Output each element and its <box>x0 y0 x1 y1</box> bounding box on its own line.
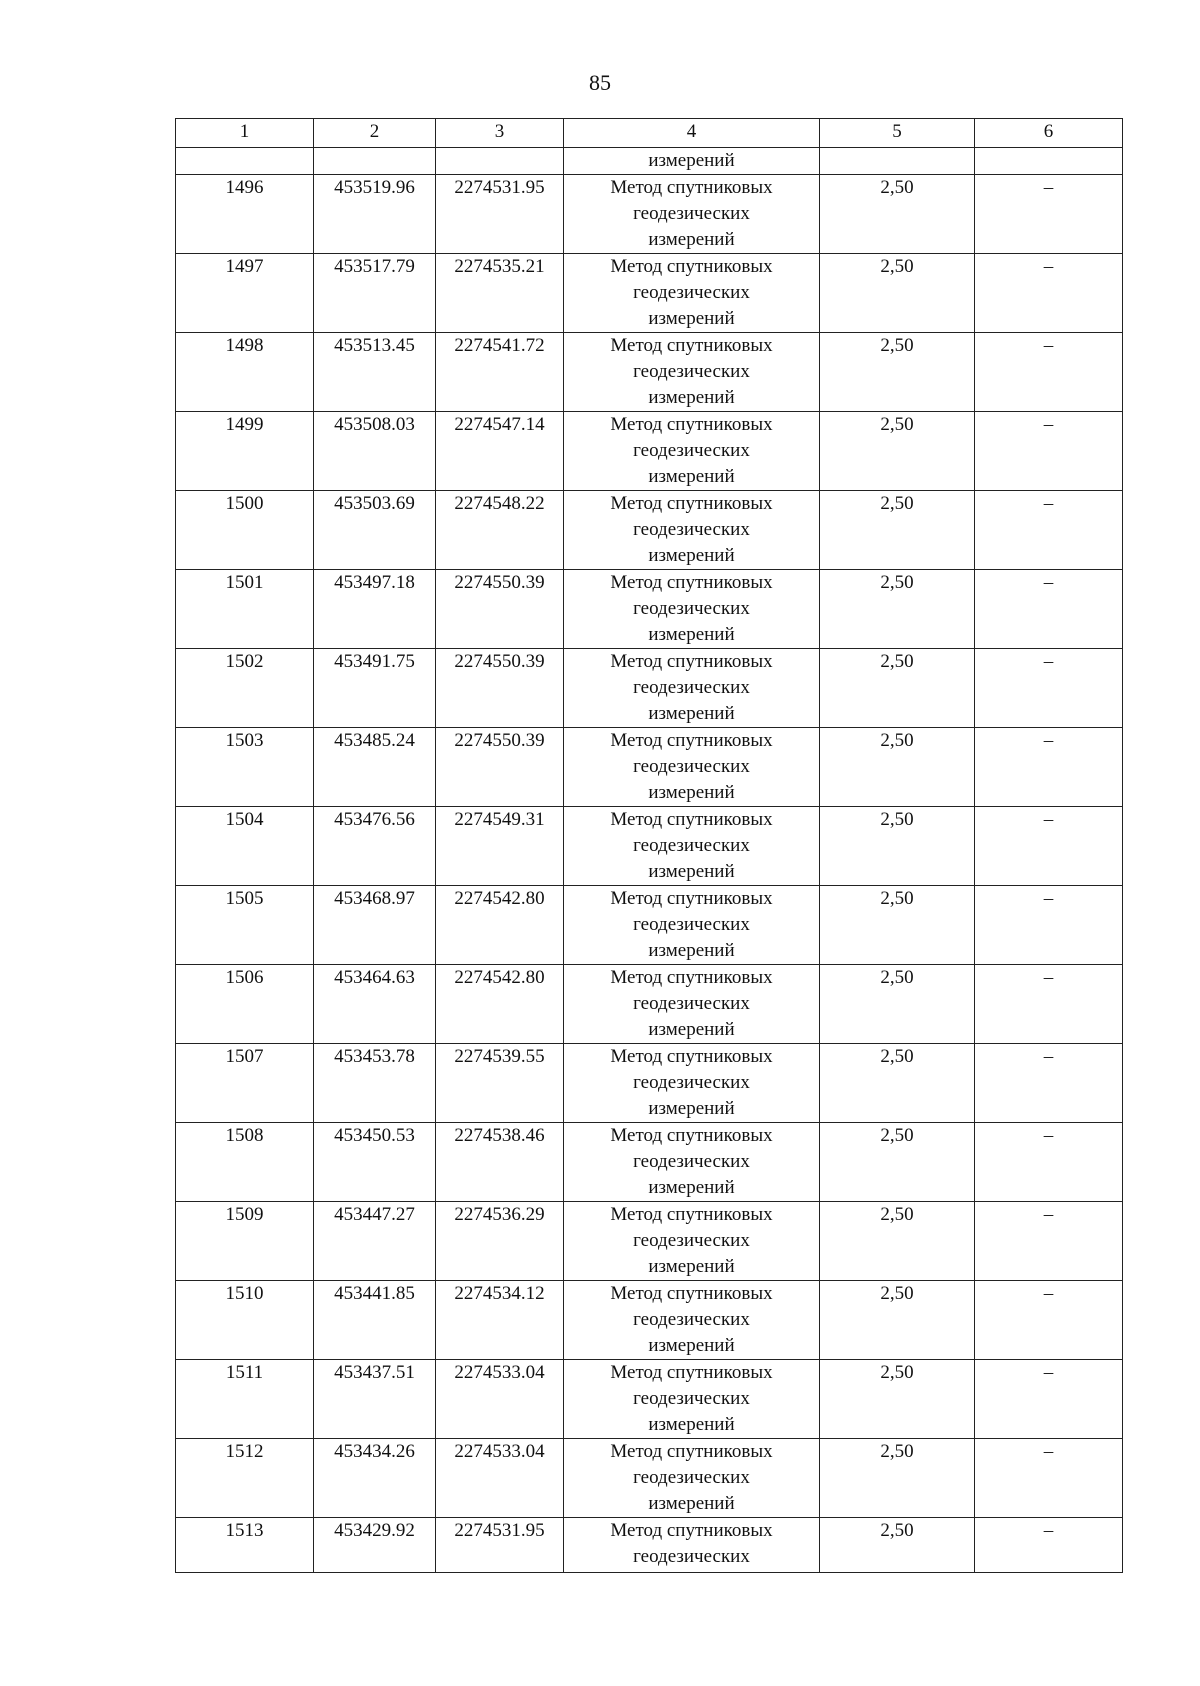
method-cell: Метод спутниковых геодезических <box>564 1518 820 1573</box>
y-coordinate-cell: 2274538.46 <box>436 1123 564 1202</box>
table-row <box>176 333 1123 412</box>
x-coordinate-cell: 453491.75 <box>314 649 436 728</box>
point-number-cell: 1512 <box>176 1439 314 1518</box>
y-coordinate-cell: 2274533.04 <box>436 1360 564 1439</box>
accuracy-cell: 2,50 <box>820 1202 975 1281</box>
accuracy-cell: 2,50 <box>820 1439 975 1518</box>
note-cell <box>975 148 1123 175</box>
x-coordinate-cell: 453513.45 <box>314 333 436 412</box>
note-cell: – <box>975 886 1123 965</box>
column-header: 6 <box>975 119 1123 148</box>
point-number-cell: 1498 <box>176 333 314 412</box>
method-cell: Метод спутниковых геодезических измерений <box>564 1360 820 1439</box>
note-cell: – <box>975 570 1123 649</box>
point-number-cell: 1502 <box>176 649 314 728</box>
y-coordinate-cell: 2274535.21 <box>436 254 564 333</box>
accuracy-cell: 2,50 <box>820 1281 975 1360</box>
column-header: 1 <box>176 119 314 148</box>
accuracy-cell: 2,50 <box>820 807 975 886</box>
accuracy-cell: 2,50 <box>820 649 975 728</box>
y-coordinate-cell: 2274550.39 <box>436 649 564 728</box>
note-cell: – <box>975 1281 1123 1360</box>
accuracy-cell: 2,50 <box>820 1360 975 1439</box>
x-coordinate-cell: 453434.26 <box>314 1439 436 1518</box>
table-body <box>176 119 1123 1573</box>
method-cell: Метод спутниковых геодезических измерений <box>564 807 820 886</box>
note-cell: – <box>975 1360 1123 1439</box>
method-cell: Метод спутниковых геодезических измерений <box>564 1281 820 1360</box>
note-cell: – <box>975 491 1123 570</box>
y-coordinate-cell: 2274533.04 <box>436 1439 564 1518</box>
column-header: 5 <box>820 119 975 148</box>
y-coordinate-cell: 2274550.39 <box>436 570 564 649</box>
x-coordinate-cell: 453468.97 <box>314 886 436 965</box>
note-cell: – <box>975 175 1123 254</box>
x-coordinate-cell: 453519.96 <box>314 175 436 254</box>
accuracy-cell: 2,50 <box>820 1518 975 1573</box>
accuracy-cell: 2,50 <box>820 728 975 807</box>
table-row <box>176 1518 1123 1573</box>
x-coordinate-cell: 453441.85 <box>314 1281 436 1360</box>
note-cell: – <box>975 412 1123 491</box>
page-number: 85 <box>589 70 611 95</box>
table-row <box>176 1281 1123 1360</box>
column-header: 3 <box>436 119 564 148</box>
note-cell: – <box>975 1044 1123 1123</box>
note-cell: – <box>975 1518 1123 1573</box>
method-cell: Метод спутниковых геодезических измерений <box>564 333 820 412</box>
y-coordinate-cell: 2274539.55 <box>436 1044 564 1123</box>
note-cell: – <box>975 965 1123 1044</box>
accuracy-cell: 2,50 <box>820 965 975 1044</box>
accuracy-cell: 2,50 <box>820 412 975 491</box>
point-number-cell: 1506 <box>176 965 314 1044</box>
accuracy-cell: 2,50 <box>820 886 975 965</box>
x-coordinate-cell: 453497.18 <box>314 570 436 649</box>
header-row <box>176 119 1123 148</box>
table-row <box>176 965 1123 1044</box>
table-row <box>176 491 1123 570</box>
accuracy-cell: 2,50 <box>820 570 975 649</box>
method-cell: Метод спутниковых геодезических измерений <box>564 412 820 491</box>
table-row <box>176 1360 1123 1439</box>
method-cell: измерений <box>564 148 820 175</box>
point-number-cell: 1503 <box>176 728 314 807</box>
note-cell: – <box>975 254 1123 333</box>
y-coordinate-cell: 2274550.39 <box>436 728 564 807</box>
x-coordinate-cell: 453437.51 <box>314 1360 436 1439</box>
point-number-cell: 1511 <box>176 1360 314 1439</box>
point-number-cell: 1508 <box>176 1123 314 1202</box>
x-coordinate-cell: 453429.92 <box>314 1518 436 1573</box>
method-cell: Метод спутниковых геодезических измерений <box>564 491 820 570</box>
point-number-cell <box>176 148 314 175</box>
y-coordinate-cell: 2274542.80 <box>436 886 564 965</box>
x-coordinate-cell <box>314 148 436 175</box>
note-cell: – <box>975 649 1123 728</box>
y-coordinate-cell: 2274531.95 <box>436 1518 564 1573</box>
x-coordinate-cell: 453476.56 <box>314 807 436 886</box>
method-cell: Метод спутниковых геодезических измерений <box>564 649 820 728</box>
note-cell: – <box>975 728 1123 807</box>
method-cell: Метод спутниковых геодезических измерений <box>564 1202 820 1281</box>
x-coordinate-cell: 453517.79 <box>314 254 436 333</box>
method-cell: Метод спутниковых геодезических измерений <box>564 175 820 254</box>
table-row <box>176 254 1123 333</box>
accuracy-cell: 2,50 <box>820 333 975 412</box>
point-number-cell: 1500 <box>176 491 314 570</box>
method-cell: Метод спутниковых геодезических измерений <box>564 1123 820 1202</box>
y-coordinate-cell: 2274547.14 <box>436 412 564 491</box>
coordinates-table <box>175 118 1123 1573</box>
accuracy-cell: 2,50 <box>820 491 975 570</box>
y-coordinate-cell: 2274542.80 <box>436 965 564 1044</box>
method-cell: Метод спутниковых геодезических измерений <box>564 254 820 333</box>
accuracy-cell: 2,50 <box>820 1123 975 1202</box>
accuracy-cell <box>820 148 975 175</box>
y-coordinate-cell: 2274536.29 <box>436 1202 564 1281</box>
table-row <box>176 649 1123 728</box>
note-cell: – <box>975 1202 1123 1281</box>
x-coordinate-cell: 453508.03 <box>314 412 436 491</box>
table-row <box>176 728 1123 807</box>
x-coordinate-cell: 453464.63 <box>314 965 436 1044</box>
table-row <box>176 175 1123 254</box>
y-coordinate-cell: 2274541.72 <box>436 333 564 412</box>
point-number-cell: 1496 <box>176 175 314 254</box>
method-cell: Метод спутниковых геодезических измерений <box>564 886 820 965</box>
table-row <box>176 1202 1123 1281</box>
point-number-cell: 1513 <box>176 1518 314 1573</box>
x-coordinate-cell: 453503.69 <box>314 491 436 570</box>
y-coordinate-cell: 2274549.31 <box>436 807 564 886</box>
method-cell: Метод спутниковых геодезических измерений <box>564 570 820 649</box>
table-row <box>176 886 1123 965</box>
point-number-cell: 1501 <box>176 570 314 649</box>
table-row <box>176 570 1123 649</box>
point-number-cell: 1505 <box>176 886 314 965</box>
table-row <box>176 807 1123 886</box>
x-coordinate-cell: 453485.24 <box>314 728 436 807</box>
method-cell: Метод спутниковых геодезических измерений <box>564 1044 820 1123</box>
note-cell: – <box>975 333 1123 412</box>
y-coordinate-cell: 2274534.12 <box>436 1281 564 1360</box>
point-number-cell: 1504 <box>176 807 314 886</box>
x-coordinate-cell: 453453.78 <box>314 1044 436 1123</box>
continuation-row <box>176 148 1123 175</box>
y-coordinate-cell: 2274531.95 <box>436 175 564 254</box>
point-number-cell: 1499 <box>176 412 314 491</box>
point-number-cell: 1497 <box>176 254 314 333</box>
accuracy-cell: 2,50 <box>820 175 975 254</box>
x-coordinate-cell: 453447.27 <box>314 1202 436 1281</box>
accuracy-cell: 2,50 <box>820 254 975 333</box>
method-cell: Метод спутниковых геодезических измерений <box>564 965 820 1044</box>
note-cell: – <box>975 1123 1123 1202</box>
table-row <box>176 412 1123 491</box>
column-header: 4 <box>564 119 820 148</box>
y-coordinate-cell: 2274548.22 <box>436 491 564 570</box>
method-cell: Метод спутниковых геодезических измерений <box>564 728 820 807</box>
point-number-cell: 1509 <box>176 1202 314 1281</box>
column-header: 2 <box>314 119 436 148</box>
accuracy-cell: 2,50 <box>820 1044 975 1123</box>
note-cell: – <box>975 807 1123 886</box>
point-number-cell: 1510 <box>176 1281 314 1360</box>
x-coordinate-cell: 453450.53 <box>314 1123 436 1202</box>
note-cell: – <box>975 1439 1123 1518</box>
y-coordinate-cell <box>436 148 564 175</box>
method-cell: Метод спутниковых геодезических измерений <box>564 1439 820 1518</box>
point-number-cell: 1507 <box>176 1044 314 1123</box>
table-row <box>176 1439 1123 1518</box>
table-row <box>176 1123 1123 1202</box>
table-row <box>176 1044 1123 1123</box>
